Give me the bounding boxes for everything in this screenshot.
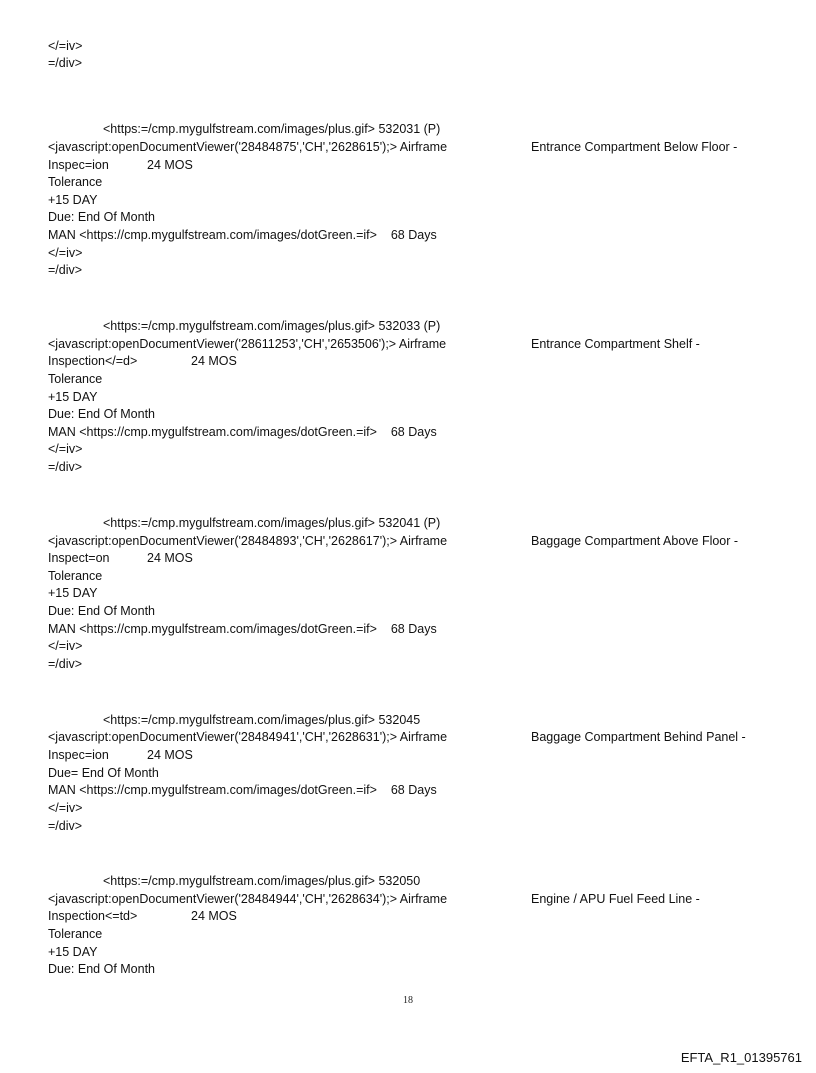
entry-close-div: =/div> (48, 263, 83, 277)
entry-row3 (48, 550, 193, 568)
entry-day: +15 DAY (48, 586, 98, 600)
entry-man: MAN <https://cmp.mygulfstream.com/images/dotGreen.=if> 68 Days (48, 622, 437, 636)
entry-interval: 24 MOS (147, 551, 193, 565)
entry-row3 (48, 747, 193, 765)
entry-close-div: =/div> (48, 460, 83, 474)
entry-man: MAN <https://cmp.mygulfstream.com/images/dotGreen.=if> 68 Days (48, 783, 437, 797)
entry-inspection: Inspection</=d> (48, 354, 138, 368)
entry-description: Entrance Compartment Below Floor - (531, 140, 738, 154)
entry-row2: <javascript:openDocumentViewer('28484875','CH','2628615');> Airframe (48, 140, 448, 154)
entry-row3 (48, 157, 193, 175)
entry-description: Baggage Compartment Behind Panel - (531, 730, 746, 744)
entry-inspection: Inspection<=td> (48, 909, 138, 923)
entry-description: Baggage Compartment Above Floor - (531, 534, 739, 548)
entry-due: Due: End Of Month (48, 604, 156, 618)
entry-row3 (48, 353, 237, 371)
entry-interval: 24 MOS (147, 158, 193, 172)
entry-row2: <javascript:openDocumentViewer('28611253','CH','2653506');> Airframe (48, 337, 447, 351)
entry-close-iv: </=iv> (48, 442, 83, 456)
entry-due: Due= End Of Month (48, 766, 159, 780)
entry-row1: <https:=/cmp.mygulfstream.com/images/plus.gif> 532050 (103, 874, 421, 888)
entry-day: +15 DAY (48, 945, 98, 959)
top-close-div: =/div> (48, 56, 83, 70)
entry-tolerance: Tolerance (48, 372, 103, 386)
entry-interval: 24 MOS (191, 909, 237, 923)
entry-description: Entrance Compartment Shelf - (531, 337, 700, 351)
entry-inspection: Inspec=ion (48, 158, 109, 172)
entry-interval: 24 MOS (147, 748, 193, 762)
page-number: 18 (403, 995, 413, 1006)
entry-row1: <https:=/cmp.mygulfstream.com/images/plus.gif> 532045 (103, 713, 421, 727)
entry-man: MAN <https://cmp.mygulfstream.com/images/dotGreen.=if> 68 Days (48, 228, 437, 242)
entry-description: Engine / APU Fuel Feed Line - (531, 892, 700, 906)
entry-tolerance: Tolerance (48, 175, 103, 189)
entry-inspection: Inspect=on (48, 551, 110, 565)
entry-row1: <https:=/cmp.mygulfstream.com/images/plus.gif> 532033 (P) (103, 319, 441, 333)
entry-row1: <https:=/cmp.mygulfstream.com/images/plus.gif> 532031 (P) (103, 122, 441, 136)
entry-due: Due: End Of Month (48, 962, 156, 976)
entry-day: +15 DAY (48, 390, 98, 404)
entry-inspection: Inspec=ion (48, 748, 109, 762)
top-close-iv: </=iv> (48, 39, 83, 53)
entry-close-div: =/div> (48, 819, 83, 833)
entry-close-iv: </=iv> (48, 246, 83, 260)
entry-row3 (48, 908, 237, 926)
bates-number: EFTA_R1_01395761 (680, 1050, 802, 1065)
entry-tolerance: Tolerance (48, 569, 103, 583)
entry-interval: 24 MOS (191, 354, 237, 368)
entry-due: Due: End Of Month (48, 407, 156, 421)
entry-row2: <javascript:openDocumentViewer('28484893','CH','2628617');> Airframe (48, 534, 448, 548)
entry-day: +15 DAY (48, 193, 98, 207)
entry-row2: <javascript:openDocumentViewer('28484941','CH','2628631');> Airframe (48, 730, 448, 744)
entry-row2: <javascript:openDocumentViewer('28484944','CH','2628634');> Airframe (48, 892, 448, 906)
entry-row1: <https:=/cmp.mygulfstream.com/images/plus.gif> 532041 (P) (103, 516, 441, 530)
entry-close-div: =/div> (48, 657, 83, 671)
entry-close-iv: </=iv> (48, 801, 83, 815)
entry-man: MAN <https://cmp.mygulfstream.com/images/dotGreen.=if> 68 Days (48, 425, 437, 439)
entry-tolerance: Tolerance (48, 927, 103, 941)
entry-due: Due: End Of Month (48, 210, 156, 224)
entry-close-iv: </=iv> (48, 639, 83, 653)
